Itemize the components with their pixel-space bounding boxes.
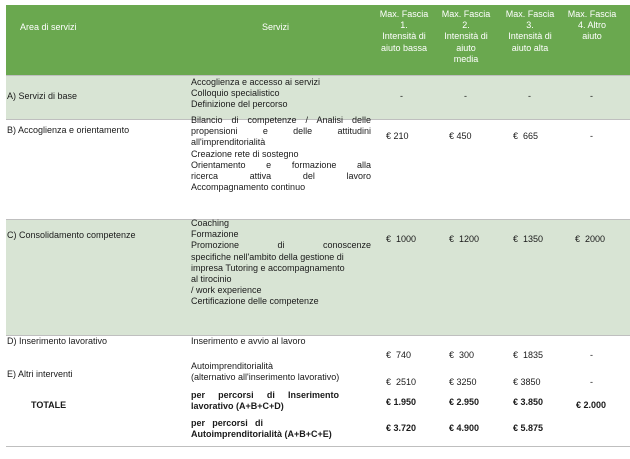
totale-inserimento-text: per percorsi di Inserimento lavorativo (A+B+C+D) <box>191 390 339 412</box>
totale-auto-f2: € 4.900 <box>449 423 480 433</box>
totale-auto-f3: € 5.875 <box>513 423 544 433</box>
totale-ins-f4: € 2.000 <box>576 400 607 410</box>
row-divider <box>6 75 630 76</box>
altri-f4: - <box>590 377 593 387</box>
inserimento-f3: € 1835 <box>513 350 544 360</box>
inserimento-f2: € 300 <box>449 350 475 360</box>
totale-auto-text: per percorsi di Autoimprenditorialità (A+B+C+E) <box>191 418 332 440</box>
accoglienza-list: Bilancio di competenze / Analisi delle propensioni e delle attitudini all'imprenditorialità Creazione rete di sostegno Orientamento e formazione alla ricerca attiva del lavoro Accompagnamento continuo <box>191 115 371 193</box>
altri-f1: € 2510 <box>386 377 417 387</box>
accoglienza-f2: € 450 <box>449 131 472 141</box>
totale-ins-f1: € 1.950 <box>386 397 417 407</box>
servizi-base-f2: - <box>464 91 467 101</box>
row-divider <box>6 446 630 447</box>
accoglienza-f3: € 665 <box>513 131 539 141</box>
area-altri: E) Altri interventi <box>7 369 73 379</box>
consolidamento-f4: € 2000 <box>575 234 606 244</box>
consolidamento-f3: € 1350 <box>513 234 544 244</box>
area-accoglienza: B) Accoglienza e orientamento <box>7 125 130 135</box>
header-servizi: Servizi <box>262 22 290 32</box>
accoglienza-f1: € 210 <box>386 131 409 141</box>
accoglienza-f4: - <box>590 131 593 141</box>
totale-ins-f3: € 3.850 <box>513 397 544 407</box>
consolidamento-f1: € 1000 <box>386 234 417 244</box>
altri-f3: € 3850 <box>513 377 541 387</box>
totale-ins-f2: € 2.950 <box>449 397 480 407</box>
servizi-base-f4: - <box>590 91 593 101</box>
altri-f2: € 3250 <box>449 377 477 387</box>
area-consolidamento: C) Consolidamento competenze <box>7 230 136 240</box>
servizi-base-f3: - <box>528 91 531 101</box>
consolidamento-f2: € 1200 <box>449 234 480 244</box>
servizi-base-list: Accoglienza e accesso ai servizi Colloquio specialistico Definizione del percorso <box>191 77 321 110</box>
area-servizi-base: A) Servizi di base <box>7 91 78 101</box>
totale-auto-f1: € 3.720 <box>386 423 417 433</box>
inserimento-f1: € 740 <box>386 350 412 360</box>
header-area: Area di servizi <box>20 22 77 32</box>
totale-label: TOTALE <box>31 400 67 410</box>
inserimento-list: Inserimento e avvio al lavoro <box>191 336 306 346</box>
header-fascia-1: Max. Fascia 1. Intensità di aiuto bassa <box>379 9 429 53</box>
servizi-base-f1: - <box>400 91 403 101</box>
area-inserimento: D) Inserimento lavorativo <box>7 336 108 346</box>
altri-list: Autoimprenditorialità (alternativo all'inserimento lavorativo) <box>191 361 340 383</box>
header-fascia-4: Max. Fascia 4. Altro aiuto <box>567 9 617 42</box>
inserimento-f4: - <box>590 350 593 360</box>
header-fascia-2: Max. Fascia 2. Intensità di aiuto media <box>441 9 491 64</box>
consolidamento-list: Coaching Formazione Promozione di conoscenze specifiche nell'ambito della gestione di impresa Tutoring e accompagnamento al tirocinio / work experience Certificazione delle competenze <box>191 218 371 307</box>
services-table <box>6 5 630 447</box>
header-fascia-3: Max. Fascia 3. Intensità di aiuto alta <box>505 9 555 53</box>
